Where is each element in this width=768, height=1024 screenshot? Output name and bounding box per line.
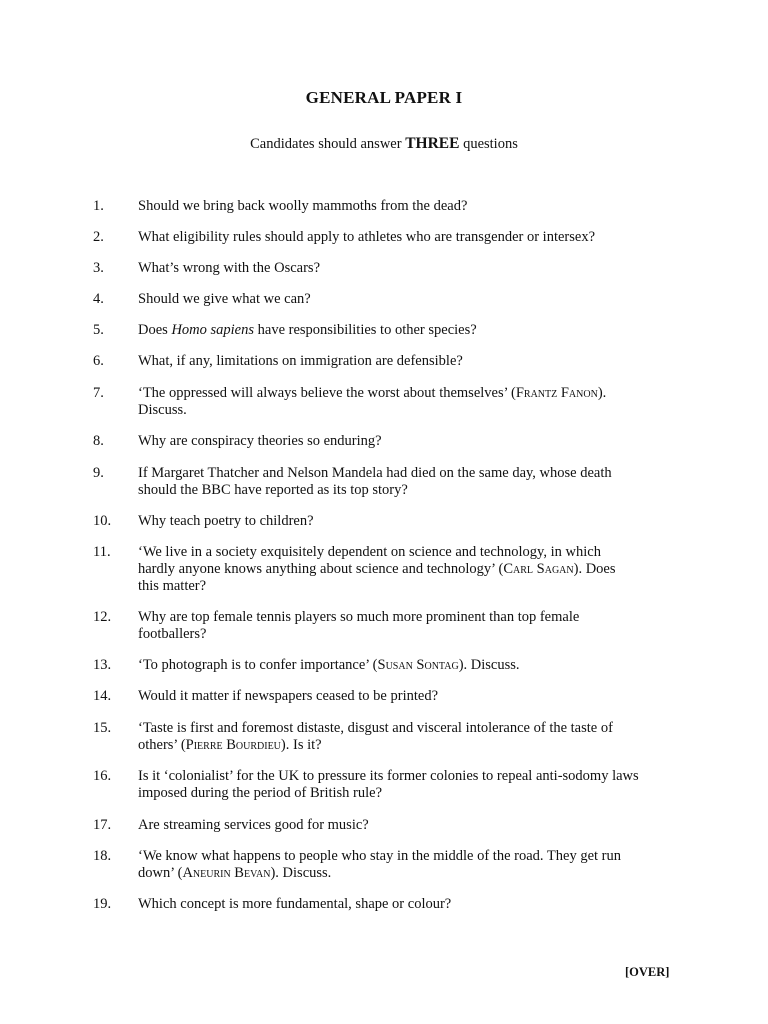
question-number: 19. [93, 896, 112, 912]
question-text-part: hardly anyone knows anything about science and technology’ ( [138, 561, 504, 577]
question-text-part: Discuss. [138, 402, 187, 418]
question-author: Susan Sontag [377, 657, 459, 673]
question-text-part: Why are top female tennis players so much more prominent than top female [138, 609, 580, 625]
question-text [138, 848, 683, 882]
question-text-part: If Margaret Thatcher and Nelson Mandela had died on the same day, whose death [138, 465, 612, 481]
page-title: GENERAL PAPER I [305, 88, 463, 107]
question-text-part: Are streaming services good for music? [138, 817, 369, 833]
question-text [138, 260, 683, 277]
over-marker: [OVER] [625, 965, 670, 979]
question-number: 16. [93, 768, 112, 784]
question-text-part: Which concept is more fundamental, shape or colour? [138, 896, 452, 912]
question-number: 12. [93, 609, 112, 625]
question-text-part: this matter? [138, 578, 207, 594]
question-text [138, 465, 683, 499]
question-text [138, 609, 683, 643]
question-text-part: What eligibility rules should apply to athletes who are transgender or intersex? [138, 229, 596, 245]
question-number: 5. [93, 322, 104, 338]
question-text-italic: Homo sapiens [171, 322, 255, 338]
question-author: Frantz Fanon [515, 385, 598, 401]
question-text-part: Does [138, 322, 172, 338]
question-text-part: ). Discuss. [270, 865, 332, 881]
instructions-emphasis: THREE [405, 135, 460, 152]
question-text [138, 229, 683, 246]
question-text [138, 720, 683, 754]
question-text [138, 291, 683, 308]
question-number: 9. [93, 465, 104, 481]
question-author: Carl Sagan [503, 561, 574, 577]
question-text-part: Why are conspiracy theories so enduring? [138, 433, 382, 449]
question-text [138, 544, 683, 595]
question-text [138, 433, 683, 450]
question-number: 2. [93, 229, 104, 245]
question-number: 14. [93, 688, 112, 704]
question-number: 4. [93, 291, 104, 307]
question-text [138, 385, 683, 419]
question-number: 11. [93, 544, 111, 560]
question-text-part: Should we give what we can? [138, 291, 311, 307]
instructions [0, 135, 768, 153]
instructions-text-before: Candidates should answer [250, 136, 406, 152]
question-text-part: footballers? [138, 626, 207, 642]
question-author: Aneurin Bevan [182, 865, 271, 881]
question-number: 10. [93, 513, 112, 529]
question-text-part: ‘To photograph is to confer importance’ ( [138, 657, 378, 673]
question-text-part: imposed during the period of British rule? [138, 785, 383, 801]
question-text [138, 657, 683, 674]
question-number: 8. [93, 433, 104, 449]
question-number: 15. [93, 720, 112, 736]
question-text-part: ‘The oppressed will always believe the worst about themselves’ ( [138, 385, 516, 401]
question-text-part: have responsibilities to other species? [254, 322, 477, 338]
question-number: 7. [93, 385, 104, 401]
question-text [138, 198, 683, 215]
question-text-part: Would it matter if newspapers ceased to be printed? [138, 688, 439, 704]
question-number: 3. [93, 260, 104, 276]
question-text [138, 896, 683, 913]
question-text-part: should the BBC have reported as its top story? [138, 482, 408, 498]
question-text-part: ). Discuss. [458, 657, 520, 673]
question-author: Pierre Bourdieu [185, 737, 281, 753]
question-text-part: down’ ( [138, 865, 183, 881]
question-text-part: others’ ( [138, 737, 186, 753]
question-text [138, 817, 683, 834]
question-text-part: ‘Taste is first and foremost distaste, disgust and visceral intolerance of the taste of [138, 720, 613, 736]
question-number: 6. [93, 353, 104, 369]
question-text-part: ). Does [573, 561, 616, 577]
question-number: 13. [93, 657, 112, 673]
question-text [138, 688, 683, 705]
question-text-part: ). [597, 385, 607, 401]
question-text-part: ). Is it? [280, 737, 322, 753]
question-text-part: Should we bring back woolly mammoths from the dead? [138, 198, 468, 214]
question-number: 1. [93, 198, 104, 214]
question-number: 18. [93, 848, 112, 864]
question-text-part: What’s wrong with the Oscars? [138, 260, 321, 276]
question-text-part: What, if any, limitations on immigration are defensible? [138, 353, 463, 369]
question-text-part: ‘We know what happens to people who stay in the middle of the road. They get run [138, 848, 621, 864]
question-text-part: Why teach poetry to children? [138, 513, 314, 529]
question-text [138, 513, 683, 530]
question-text [138, 322, 683, 339]
instructions-text-after: questions [459, 136, 518, 152]
question-number: 17. [93, 817, 112, 833]
question-text-part: ‘We live in a society exquisitely dependent on science and technology, in which [138, 544, 601, 560]
question-text-part: Is it ‘colonialist’ for the UK to pressure its former colonies to repeal anti-sodomy laws [138, 768, 639, 784]
question-text [138, 768, 683, 802]
question-text [138, 353, 683, 370]
